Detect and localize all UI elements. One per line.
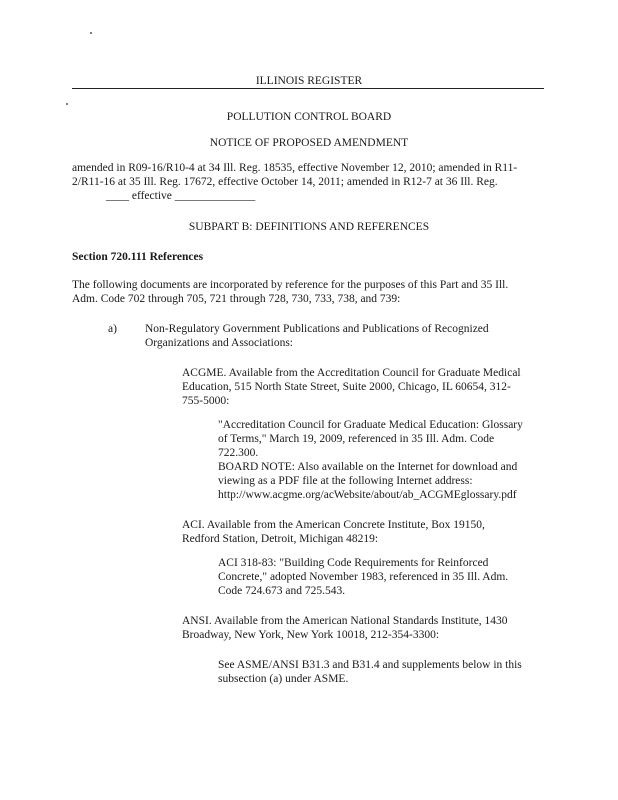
intro-paragraph xyxy=(72,278,508,306)
aci-line: Redford Station, Detroit, Michigan 48219: xyxy=(182,533,379,545)
amendment-line: ____ effective ______________ xyxy=(106,190,256,202)
acgme-document xyxy=(218,418,523,502)
ansi-doc-line: See ASME/ANSI B31.3 and B31.4 and supplements below in this xyxy=(218,659,522,671)
item-a-line: Non-Regulatory Government Publications and Publications of Recognized xyxy=(145,323,489,335)
acgme-doc-line: "Accreditation Council for Graduate Medical Education: Glossary xyxy=(218,419,523,431)
amendment-line: 2/R11-16 at 35 Ill. Reg. 17672, effective October 14, 2011; amended in R12-7 at 36 Ill. Reg. xyxy=(72,176,498,188)
acgme-line: 755-5000: xyxy=(182,395,230,407)
amendment-line: amended in R09-16/R10-4 at 34 Ill. Reg. 18535, effective November 12, 2010; amended in R11- xyxy=(72,162,518,174)
acgme-doc-line: of Terms," March 19, 2009, referenced in 35 Ill. Adm. Code xyxy=(218,433,495,445)
register-heading: ILLINOIS REGISTER xyxy=(255,75,363,87)
agency-heading: POLLUTION CONTROL BOARD xyxy=(226,111,392,123)
aci-doc-line: Concrete," adopted November 1983, referenced in 35 Ill. Adm. xyxy=(218,571,509,583)
ansi-entry xyxy=(182,614,508,642)
board-note-line: viewing as a PDF file at the following Internet address: xyxy=(218,475,473,487)
item-a-marker: a) xyxy=(108,323,117,335)
header-rule xyxy=(72,88,544,89)
acgme-line: Education, 515 North State Street, Suite 2000, Chicago, IL 60654, 312- xyxy=(182,381,511,393)
board-note-line: BOARD NOTE: Also available on the Internet for download and xyxy=(218,461,518,473)
scan-speck xyxy=(66,103,68,105)
aci-doc-line: ACI 318-83: "Building Code Requirements for Reinforced xyxy=(218,557,489,569)
ansi-doc-line: subsection (a) under ASME. xyxy=(218,673,349,685)
acgme-doc-line: 722.300. xyxy=(218,447,259,459)
acgme-line: ACGME. Available from the Accreditation Council for Graduate Medical xyxy=(182,367,521,379)
item-a-text xyxy=(145,322,489,350)
intro-line: The following documents are incorporated by reference for the purposes of this Part and 35 Ill. xyxy=(72,279,509,291)
scan-speck xyxy=(90,32,92,34)
ansi-line: ANSI. Available from the American National Standards Institute, 1430 xyxy=(182,615,508,627)
ansi-line: Broadway, New York, New York 10018, 212-354-3300: xyxy=(182,629,440,641)
aci-doc-line: Code 724.673 and 725.543. xyxy=(218,585,346,597)
aci-entry xyxy=(182,518,485,546)
aci-line: ACI. Available from the American Concrete Institute, Box 19150, xyxy=(182,519,485,531)
notice-heading: NOTICE OF PROPOSED AMENDMENT xyxy=(209,137,409,149)
ansi-document xyxy=(218,658,522,686)
aci-document xyxy=(218,556,508,598)
item-a-line: Organizations and Associations: xyxy=(145,337,293,349)
subpart-heading: SUBPART B: DEFINITIONS AND REFERENCES xyxy=(188,221,430,233)
acgme-entry xyxy=(182,366,521,408)
section-title: Section 720.111 References xyxy=(72,251,204,263)
amendment-history xyxy=(72,161,517,203)
acgme-url: http://www.acgme.org/acWebsite/about/ab_ACGMEglossary.pdf xyxy=(218,489,517,501)
intro-line: Adm. Code 702 through 705, 721 through 728, 730, 733, 738, and 739: xyxy=(72,293,401,305)
